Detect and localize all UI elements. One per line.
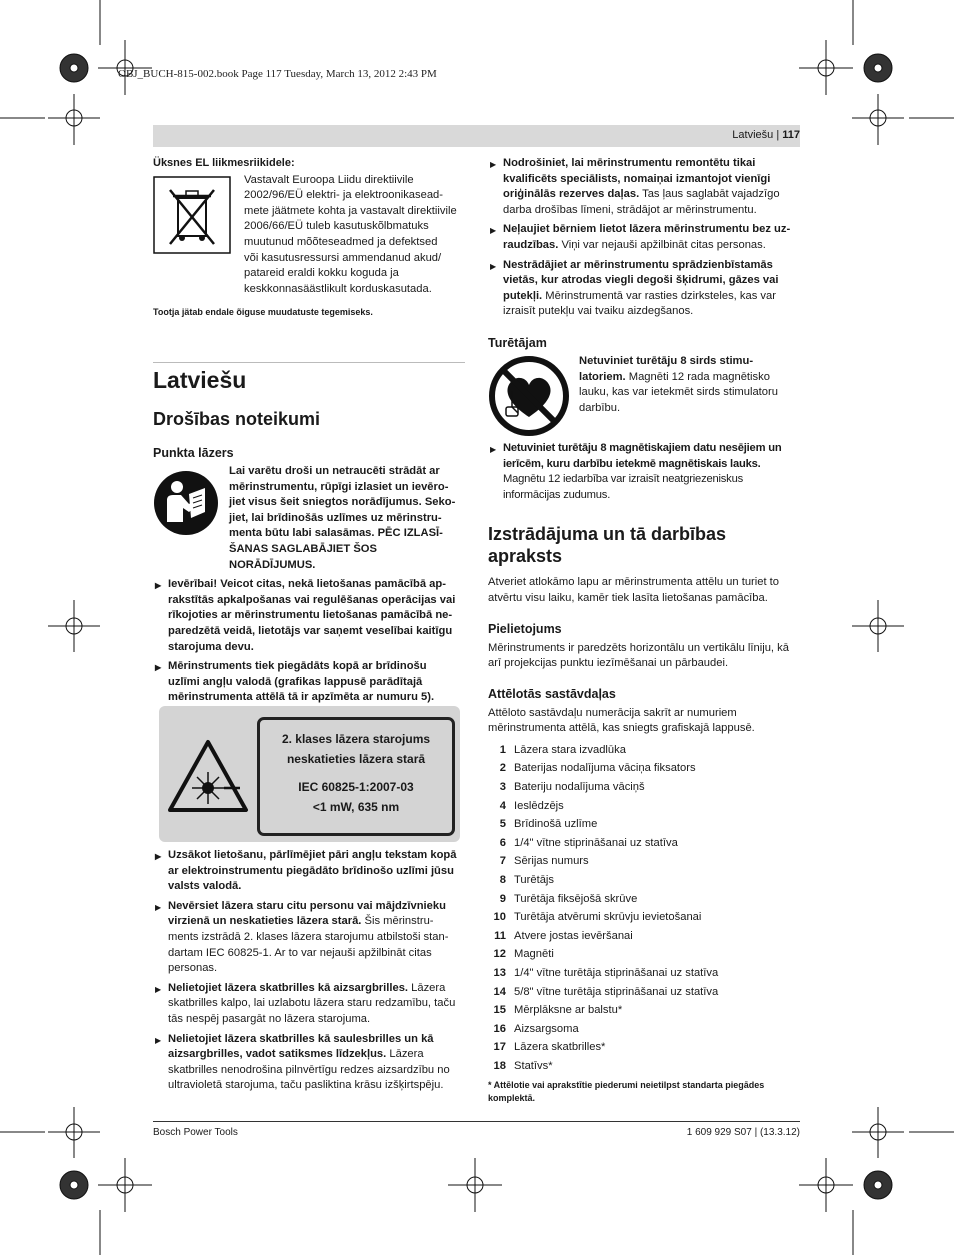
component-number: 6 — [499, 836, 506, 849]
warning-label-graphic — [159, 706, 460, 842]
header-separator: | — [776, 129, 780, 141]
bullet-line: Tas ļaus saglabāt vajadzīgo — [639, 188, 780, 201]
component-number: 14 — [493, 985, 506, 998]
bullet-line: Viņi var nejauši apžilbināt citas personas. — [558, 238, 766, 251]
bullet-line: ultravioletā starojuma, taču pasliktina krāsu izšķirtspēju. — [168, 1079, 444, 1092]
safety-bullet — [153, 848, 465, 895]
bullet-line: putekļi. — [503, 289, 543, 302]
intro-line: ŠANAS SAGLABĀJIET ŠOS NORĀDĪJUMUS. — [229, 542, 377, 571]
bullet-line: ▶ Ievērībai! Veicot citas, nekā lietošanas pamācībā ap- — [168, 578, 446, 591]
bullet-line: ments izstrādā 2. klases lāzera starojumu atbilstoši stan- — [168, 930, 449, 943]
bullet-line: ierīcēm, kuru darbību ietekmē magnētiskais lauks. — [503, 457, 761, 470]
bullet-line: ▶ Netuviniet turētāju 8 magnētiskajiem datu nesējiem un — [503, 441, 782, 454]
component-item — [488, 1057, 800, 1076]
safety-bullet — [153, 981, 465, 1028]
text-line: mērinstrumenta attēlā, kas sniegts grafiskajā lappusē. — [488, 722, 755, 735]
component-number: 13 — [493, 967, 506, 979]
footer-brand: Bosch Power Tools — [153, 1127, 238, 1138]
footnote — [488, 1079, 800, 1105]
components-list — [488, 741, 800, 1076]
components-heading: Attēlotās sastāvdaļas — [488, 686, 616, 701]
bullet-line: raudzības. — [503, 238, 559, 251]
footer-docnum: 1 609 929 S07 | (13.3.12) — [686, 1127, 800, 1138]
use-text — [488, 641, 800, 672]
bullet-line: mērinstrumenta attēlā tā ir apzīmēta ar numuru 5). — [168, 691, 435, 704]
eu-line: patareid eraldi kokku koguda ja — [244, 267, 399, 280]
component-item — [488, 741, 800, 760]
component-label: 5/8" vītne turētāja stiprināšanai uz statīva — [514, 985, 719, 998]
component-item — [488, 778, 800, 797]
pm-line: Netuviniet turētāju 8 sirds stimu- — [579, 354, 754, 367]
left-column-bottom — [153, 848, 465, 1094]
intro-line: menta būtu labi salasāmas. PĒC IZLASĪ- — [229, 527, 443, 540]
intro-line: jiet, lai brīdinošās uzlīmes uz mērinstru- — [229, 511, 442, 524]
bullet-line: Šis mērinstru- — [361, 915, 434, 928]
component-item — [488, 797, 800, 816]
eu-line: 2006/66/EÜ tuleb kasutuskõlbmatuks — [244, 220, 429, 233]
footnote-line: komplektā. — [488, 1092, 536, 1103]
component-number: 4 — [499, 799, 506, 812]
component-number: 2 — [499, 762, 506, 775]
text-line: atvērtu visu laiku, kamēr tiek lasīta lietošanas pamācība. — [488, 591, 768, 604]
bullet-line: darba drošības līmeni, strādājot ar mērinstrumentu. — [503, 203, 757, 216]
read-manual-icon — [153, 470, 219, 536]
component-label: 1/4" vītne stiprināšanai uz statīva — [514, 836, 678, 849]
component-item — [488, 890, 800, 909]
pacemaker-warning — [579, 354, 778, 437]
bullet-line: izraisīt putekļu vai tvaiku aizdegšanos. — [503, 305, 694, 318]
product-description-heading: Izstrādājuma un tā darbības apraksts — [488, 524, 727, 567]
component-item — [488, 964, 800, 983]
eu-line: mete jäätmete kohta ja vastavalt direktiivile — [244, 204, 457, 217]
component-label: Aizsargsoma — [514, 1022, 579, 1035]
bullet-line: vietās, kur atrodas viegli degoši šķidrumi, gāzes vai — [503, 274, 779, 287]
bullet-line: informācijas zudumus. — [503, 488, 611, 501]
components-intro — [488, 706, 800, 737]
safety-heading: Drošības noteikumi — [153, 409, 321, 429]
label-line: <1 mW, 635 nm — [312, 800, 400, 814]
bullet-line: ▶ Neļaujiet bērniem lietot lāzera mērinstrumentu bez uz- — [503, 223, 791, 236]
component-label: Baterijas nodalījuma vāciņa fiksators — [514, 762, 696, 775]
safety-bullet — [153, 1032, 465, 1094]
footnote-line: * Attēlotie vai aprakstītie piederumi neietilpst standarta piegādes — [488, 1079, 765, 1090]
component-item — [488, 945, 800, 964]
component-label: Mērplāksne ar balstu* — [514, 1004, 623, 1017]
component-item — [488, 983, 800, 1002]
component-label: Ieslēdzējs — [514, 799, 564, 812]
bullet-line: ▶ Mērinstruments tiek piegādāts kopā ar brīdinošu — [168, 660, 427, 673]
component-label: Lāzera skatbrilles* — [514, 1041, 606, 1054]
component-label: Statīvs* — [514, 1059, 553, 1072]
point-laser-heading: Punkta lāzers — [153, 446, 234, 460]
safety-bullet — [153, 577, 465, 655]
bullet-line: skatbrilles kalpo, lai uzlabotu lāzera staru redzamību, taču — [168, 997, 456, 1010]
section-rule — [153, 362, 465, 363]
component-number: 8 — [499, 874, 506, 887]
page-header — [732, 129, 800, 141]
bullet-line: ar elektroinstrumentu piegādāto brīdinošo uzlīmi jūsu — [168, 864, 454, 877]
right-column — [488, 156, 800, 1105]
component-item — [488, 1020, 800, 1039]
pm-line: latoriem. — [579, 370, 626, 383]
component-label: Sērijas numurs — [514, 855, 589, 868]
component-label: Turētāja fiksējošā skrūve — [514, 892, 638, 905]
pm-line: lauku, kas var ietekmēt sirds stimulatoru — [579, 386, 778, 399]
component-number: 16 — [493, 1022, 506, 1035]
component-item — [488, 834, 800, 853]
component-number: 9 — [499, 892, 506, 905]
bullet-line: ▶ Nelietojiet lāzera skatbrilles kā saulesbrilles un kā — [168, 1032, 434, 1045]
pm-line: darbību. — [579, 401, 621, 414]
holder-heading: Turētājam — [488, 335, 547, 350]
bullet-line: rīkojoties ar mērinstrumentu lietošanas pamācībā ne- — [168, 609, 453, 622]
component-item — [488, 852, 800, 871]
component-item — [488, 759, 800, 778]
bullet-line: rakstītās apkalpošanas vai regulēšanas operācijas vai — [168, 593, 456, 606]
laser-warning-icon — [166, 738, 250, 814]
language-title: Latviešu — [153, 367, 247, 393]
safety-intro — [229, 464, 465, 573]
safety-bullet — [488, 258, 800, 320]
safety-bullet — [488, 441, 800, 503]
component-label: 1/4" vītne turētāja stiprināšanai uz statīva — [514, 967, 719, 979]
safety-bullet — [488, 222, 800, 253]
eu-line: muutunud mõõteseadmed ja defektsed — [244, 235, 438, 248]
component-label: Bateriju nodalījuma vāciņš — [514, 781, 645, 794]
bullet-line: personas. — [168, 962, 218, 975]
bullet-line: ▶ Uzsākot lietošanu, pārlīmējiet pāri angļu tekstam kopā — [168, 849, 457, 861]
header-section: Latviešu — [732, 129, 774, 141]
bullet-line: Mērinstrumentā var rasties dzirksteles, kas var — [542, 289, 776, 302]
use-heading: Pielietojums — [488, 621, 562, 636]
eu-line: 2002/96/EÜ elektri- ja elektroonikasead- — [244, 189, 443, 202]
component-item — [488, 871, 800, 890]
bullet-line: valsts valodā. — [168, 880, 242, 893]
bullet-line: kvalificēts speciālists, nomaiņai izmantojot vienīgi — [503, 172, 771, 185]
text-line: Atveriet atlokāmo lapu ar mērinstrumenta attēlu un turiet to — [488, 576, 780, 589]
eu-note: Tootja jätab endale õiguse muudatuste tegemiseks. — [153, 307, 373, 318]
component-label: Turētājs — [514, 874, 554, 887]
bullet-line: paredzētā veidā, lietotājs var saņemt veselībai kaitīgu — [168, 624, 453, 637]
component-item — [488, 1001, 800, 1020]
component-item — [488, 908, 800, 927]
label-line: neskatieties lāzera starā — [286, 752, 426, 766]
bullet-line: Lāzera — [386, 1048, 424, 1061]
component-item — [488, 927, 800, 946]
safety-bullet — [153, 659, 465, 706]
label-text-box — [257, 717, 455, 836]
eu-text — [244, 173, 457, 298]
text-line: arī projekcijas punktu iezīmēšanai un pārbaudei. — [488, 657, 729, 670]
intro-line: mērinstrumentu, rūpīgi izlasiet un ievēro- — [229, 480, 449, 493]
component-label: Atvere jostas ievēršanai — [514, 929, 633, 942]
page-number: 117 — [782, 129, 800, 141]
weee-bin-icon — [153, 176, 231, 254]
pm-line: Magnēti 12 rada magnētisko — [625, 370, 770, 383]
component-number: 1 — [499, 743, 506, 756]
bullet-line: Magnētu 12 iedarbība var izraisīt neatgriezeniskus — [503, 473, 743, 486]
component-number: 5 — [499, 818, 506, 831]
component-label: Magnēti — [514, 948, 554, 961]
component-label: Turētāja atvērumi skrūvju ievietošanai — [514, 911, 702, 924]
bullet-line: ▶ Nodrošiniet, lai mērinstrumentu remontētu tikai — [503, 157, 756, 169]
bullet-line: tās nespēj pasargāt no lāzera starojuma. — [168, 1012, 371, 1025]
component-item — [488, 815, 800, 834]
bullet-line: ▶ Nevērsiet lāzera staru citu personu vai mājdzīvnieku — [168, 899, 446, 912]
eu-line: Vastavalt Euroopa Liidu direktiivile — [244, 173, 414, 186]
bullet-line: Lāzera — [408, 981, 446, 994]
component-number: 15 — [493, 1004, 506, 1017]
bullet-line: ▶ Nestrādājiet ar mērinstrumentu sprādzienbīstamās — [503, 258, 773, 271]
intro-line: Lai varētu droši un netraucēti strādāt ar — [229, 465, 440, 477]
bullet-line: dartam IEC 60825-1. Ar to var nejauši apžilbināt citas — [168, 946, 432, 959]
intro-line: jiet visus šeit sniegtos norādījumus. Seko- — [229, 496, 456, 509]
text-line: Attēloto sastāvdaļu numerācija sakrīt ar numuriem — [488, 706, 737, 719]
component-number: 18 — [493, 1059, 506, 1072]
component-number: 12 — [493, 948, 506, 961]
bullet-line: virzienā un neskatieties lāzera starā. — [168, 915, 362, 928]
label-line: 2. klases lāzera starojums — [281, 732, 431, 746]
bullet-line: uzlīmi angļu valodā (grafikas lappusē parādītajā — [168, 675, 423, 688]
product-intro — [488, 575, 800, 606]
bullet-line: skatbrilles nenodrošina pilnvērtīgu redzes aizsardzību no — [168, 1063, 450, 1076]
component-label: Brīdinošā uzlīme — [514, 818, 598, 831]
component-number: 3 — [499, 781, 506, 794]
eu-title: Üksnes EL liikmesriikidele: — [153, 157, 295, 169]
eu-line: või kasutusressursi ammendanud akud/ — [244, 251, 442, 264]
component-number: 17 — [493, 1041, 506, 1054]
component-label: Lāzera stara izvadlūka — [514, 743, 626, 756]
safety-bullet — [488, 156, 800, 218]
component-number: 7 — [499, 855, 506, 868]
text-line: Mērinstruments ir paredzēts horizontālu un vertikālu līniju, kā — [488, 641, 789, 654]
left-column-main — [153, 366, 465, 706]
label-line: IEC 60825-1:2007-03 — [298, 780, 414, 794]
book-info-line: OBJ_BUCH-815-002.book Page 117 Tuesday, March 13, 2012 2:43 PM — [118, 68, 437, 80]
no-pacemaker-icon — [488, 355, 570, 437]
header-bar — [153, 125, 800, 147]
bullet-line: aizsargbrilles, vadot satiksmes līdzekļus. — [168, 1048, 387, 1061]
component-number: 11 — [494, 929, 506, 942]
left-column — [153, 156, 465, 321]
component-number: 10 — [493, 911, 506, 924]
bullet-line: starojuma devu. — [168, 640, 254, 653]
footer-rule — [153, 1121, 800, 1122]
bullet-line: Nelietojiet lāzera skatbrilles kā aizsargbrilles. — [168, 981, 409, 994]
safety-bullet — [153, 899, 465, 977]
eu-line: keskkonnasäästlikult korduskasutada. — [244, 282, 432, 295]
bullet-line: oriģinālās rezerves daļas. — [503, 188, 640, 201]
component-item — [488, 1038, 800, 1057]
